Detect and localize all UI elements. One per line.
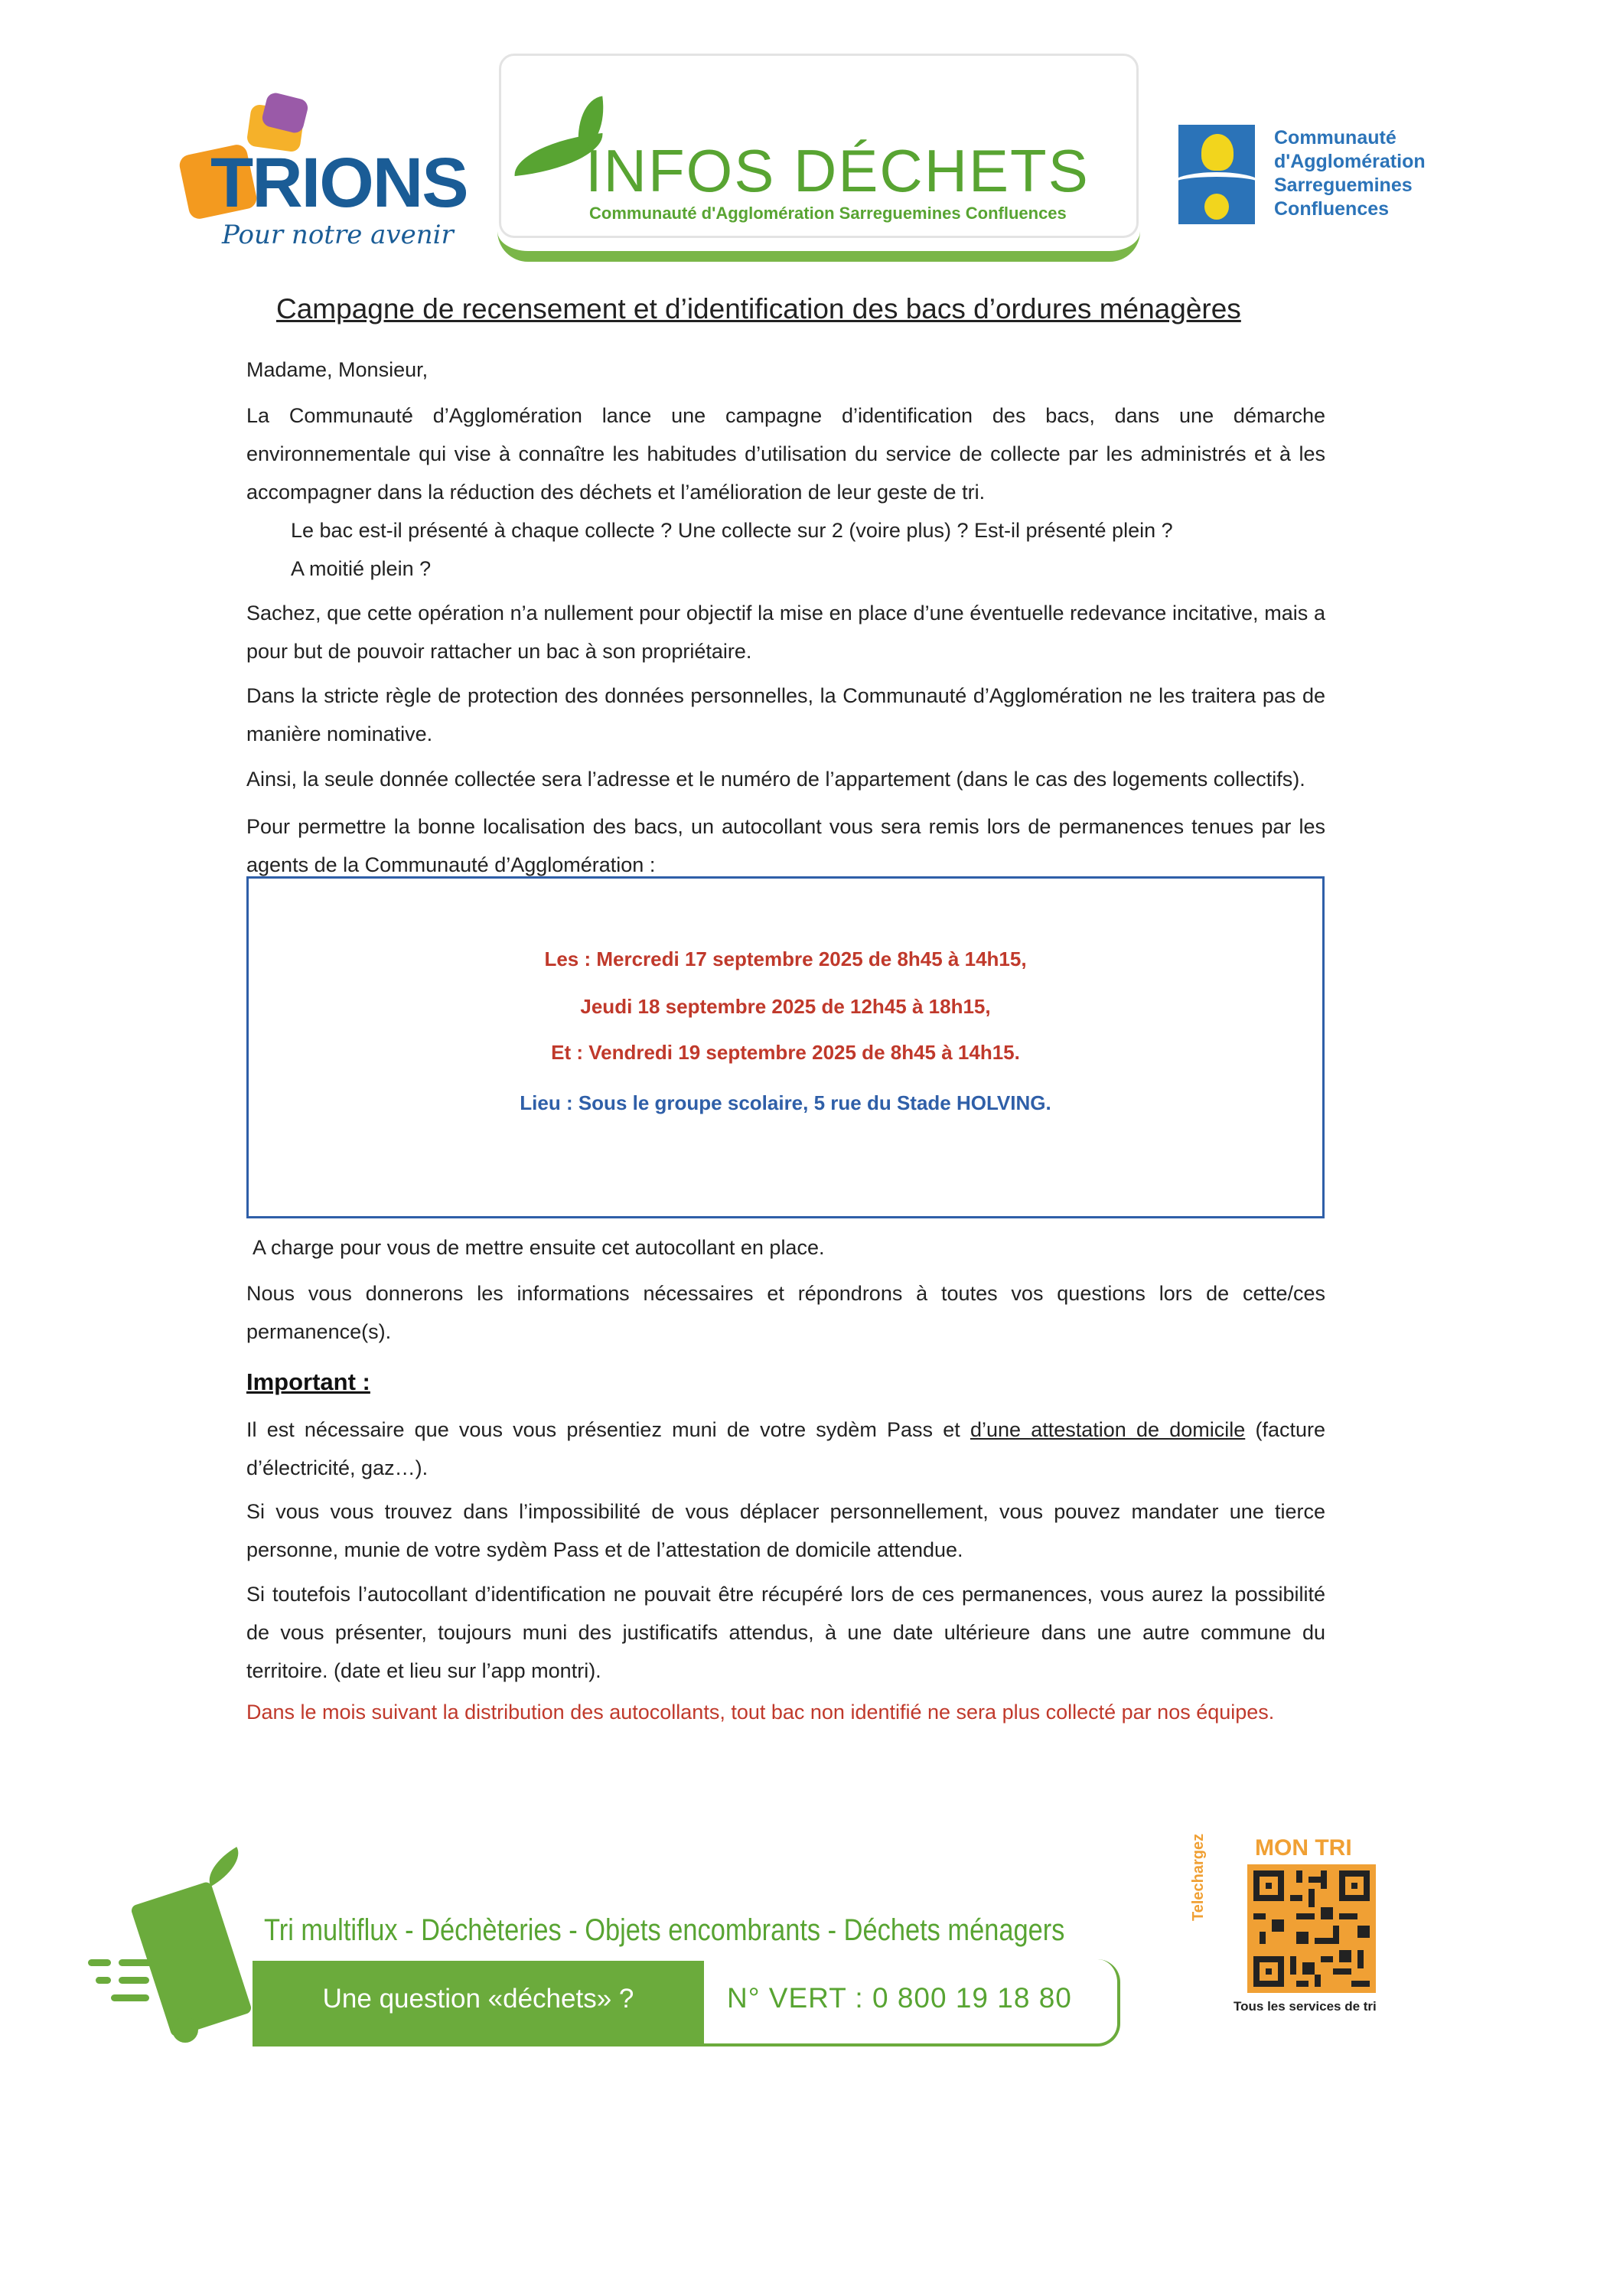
intro-paragraph: La Communauté d’Agglomération lance une campagne d’identification des bacs, dans une démarche environnementale qui vise à connaître les habitudes d’utilisation du service de collecte par les administrés et à les accompagner dans la réduction des déchets et l’amélioration de leur geste de tri. [246,404,1325,504]
warning-note: Dans le mois suivant la distribution des autocollants, tout bac non identifié ne sera plus collecté par nos équipes. [246,1701,1275,1724]
ca-line-1: Communauté [1274,127,1396,148]
infos-dechets-banner [490,54,1148,256]
trions-wordmark: TRIONS [210,144,468,222]
sticker-paragraph: Pour permettre la bonne localisation des bacs, un autocollant vous sera remis lors de permanences tenues par les agents de la Communauté d’Agglomération : [246,815,1325,876]
trions-tagline: Pour notre avenir [222,220,454,250]
montri-title: MON TRI [1255,1835,1352,1861]
attestation-domicile-text: d’une attestation de domicile [970,1418,1246,1441]
info-paragraph: Nous vous donnerons les informations nécessaires et répondrons à toutes vos questions lors de cette/ces permanence(s). [246,1282,1325,1343]
banner-subtitle: Communauté d'Agglomération Sarreguemines Confluences [589,204,1067,223]
privacy-paragraph: Dans la stricte règle de protection des données personnelles, la Communauté d’Agglomération ne les traitera pas de manière nominative. [246,684,1325,745]
ca-line-2: d'Agglomération [1274,151,1426,172]
ca-emblem [1178,125,1255,224]
ca-line-3: Sarreguemines [1274,174,1413,196]
footer-question: Une question «déchets» ? [322,1984,634,2014]
montri-subtitle: Tous les services de tri [1234,1999,1377,2014]
recycling-bin-icon [88,1856,264,2047]
required-paragraph [246,1411,1325,1487]
speed-line [88,1959,111,1966]
footer-services: Tri multiflux - Déchèteries - Objets encombrants - Déchets ménagers [264,1913,1065,1947]
montri-download-label: Telechargez [1190,1833,1207,1921]
schedule-location: Lieu : Sous le groupe scolaire, 5 rue du Stade HOLVING. [520,1091,1051,1114]
later-paragraph: Si toutefois l’autocollant d’identification ne pouvait être récupéré lors de ces permanences, vous aurez la possibilité de vous présenter, toujours muni des justificatifs attendus, à une date ultérieure dans une autre commune du territoire. (date et lieu sur l’app montri). [246,1583,1325,1682]
footer-phone: N° VERT : 0 800 19 18 80 [727,1982,1072,2014]
schedule-line-1: Les : Mercredi 17 septembre 2025 de 8h45 à 14h15, [544,947,1027,970]
bin-wheel [172,2017,198,2043]
speed-line [96,1977,111,1984]
document-title: Campagne de recensement et d’identification des bacs d’ordures ménagères [276,293,1241,325]
purpose-paragraph: Sachez, que cette opération n’a nullement pour objectif la mise en place d’une éventuelle redevance incitative, mais a pour but de pouvoir rattacher un bac à son propriétaire. [246,602,1325,663]
data-paragraph: Ainsi, la seule donnée collectée sera l’adresse et le numéro de l’appartement (dans le cas des logements collectifs). [246,768,1305,791]
charge-paragraph: A charge pour vous de mettre ensuite cet autocollant en place. [253,1236,825,1259]
salutation: Madame, Monsieur, [246,358,429,381]
speed-line [119,1977,149,1984]
required-text-b: (facture d’électricité, gaz…). [246,1418,1325,1479]
ca-sun-icon [1201,134,1234,171]
trions-logo [176,96,468,250]
schedule-line-2: Jeudi 18 septembre 2025 de 12h45 à 18h15, [580,995,991,1018]
schedule-line-3: Et : Vendredi 19 septembre 2025 de 8h45 à 14h15. [551,1041,1020,1064]
ca-drop-icon [1204,194,1229,220]
question-line-1: Le bac est-il présenté à chaque collecte ? Une collecte sur 2 (voire plus) ? Est-il présenté plein ? [291,519,1173,542]
bin-leaf-icon [200,1847,248,1887]
schedule-box [246,876,1325,1218]
speed-line [119,1959,153,1966]
communaute-agglomeration-logo [1178,119,1469,233]
proxy-paragraph: Si vous vous trouvez dans l’impossibilité de vous déplacer personnellement, vous pouvez mandater une tierce personne, munie de votre sydèm Pass et de l’attestation de domicile attendue. [246,1500,1325,1561]
important-heading: Important : [246,1368,370,1395]
ca-line-4: Confluences [1274,198,1390,220]
speed-line [111,1994,149,2001]
qr-code-icon[interactable] [1247,1864,1376,1993]
ca-logo-text [1274,126,1426,221]
banner-title: INFOS DÉCHETS [585,137,1090,204]
question-line-2: A moitié plein ? [291,557,432,580]
required-text-a: Il est nécessaire que vous vous présentiez muni de votre sydèm Pass et [246,1418,970,1441]
